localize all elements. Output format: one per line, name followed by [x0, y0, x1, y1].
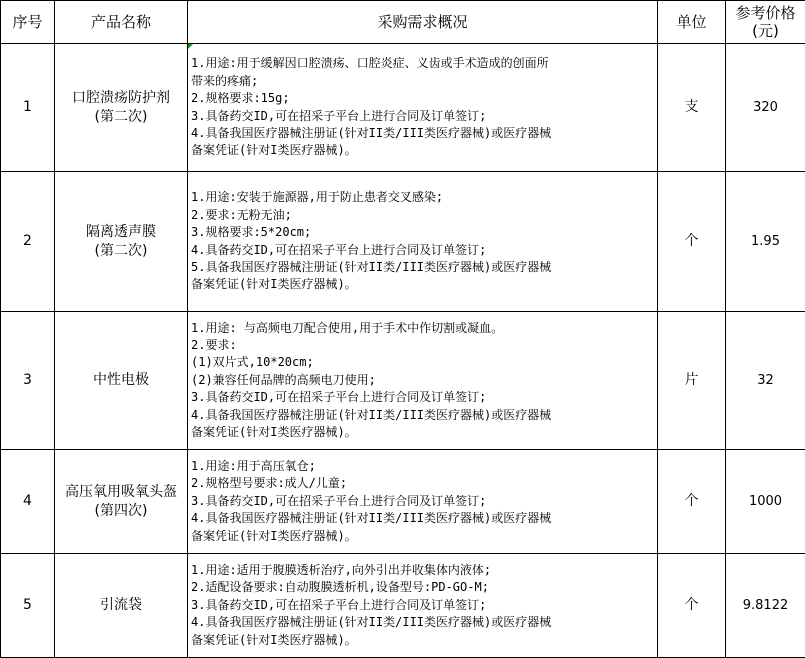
row-requirements [188, 312, 658, 450]
requirement-line: 2.规格要求:15g; [191, 90, 657, 107]
product-name-line2: (第四次) [55, 502, 187, 521]
row-unit: 个 [658, 554, 726, 658]
row-product-name [55, 450, 188, 554]
row-requirements [188, 450, 658, 554]
header-price-line1: 参考价格 [726, 4, 805, 22]
row-price: 1.95 [726, 172, 805, 312]
row-product-name [55, 172, 188, 312]
requirement-line: 4.具备我国医疗器械注册证(针对II类/III类医疗器械)或医疗器械 [191, 125, 657, 142]
requirement-line: 1.用途:用于缓解因口腔溃疡、口腔炎症、义齿或手术造成的创面所 [191, 55, 657, 72]
header-product-name: 产品名称 [55, 1, 188, 44]
row-requirements [188, 172, 658, 312]
requirement-line: 带来的疼痛; [191, 73, 657, 90]
row-index: 5 [1, 554, 55, 658]
requirement-line: 备案凭证(针对I类医疗器械)。 [191, 276, 657, 293]
row-unit: 支 [658, 44, 726, 172]
row-requirements [188, 44, 658, 172]
header-price-line2: (元) [726, 22, 805, 40]
row-unit: 片 [658, 312, 726, 450]
product-name-line1: 口腔溃疡防护剂 [55, 89, 187, 108]
requirement-line: 3.具备药交ID,可在招采子平台上进行合同及订单签订; [191, 389, 657, 406]
requirement-line: 1.用途:安装于施源器,用于防止患者交叉感染; [191, 189, 657, 206]
requirement-line: (1)双片式,10*20cm; [191, 354, 657, 371]
requirement-line: 备案凭证(针对I类医疗器械)。 [191, 632, 657, 649]
requirement-line: 3.规格要求:5*20cm; [191, 224, 657, 241]
product-name-line1: 中性电极 [55, 371, 187, 390]
row-index: 2 [1, 172, 55, 312]
row-unit: 个 [658, 450, 726, 554]
product-name-line1: 隔离透声膜 [55, 223, 187, 242]
requirement-line: 4.具备我国医疗器械注册证(针对II类/III类医疗器械)或医疗器械 [191, 614, 657, 631]
requirement-line: 1.用途: 与高频电刀配合使用,用于手术中作切割或凝血。 [191, 320, 657, 337]
table-row [1, 172, 805, 312]
requirement-line: 2.要求:无粉无油; [191, 207, 657, 224]
product-name-line2: (第二次) [55, 242, 187, 261]
product-name-line2: (第二次) [55, 108, 187, 127]
row-index: 3 [1, 312, 55, 450]
requirement-line: 4.具备我国医疗器械注册证(针对II类/III类医疗器械)或医疗器械 [191, 407, 657, 424]
row-index: 4 [1, 450, 55, 554]
requirement-line: 2.要求: [191, 337, 657, 354]
table-row [1, 312, 805, 450]
requirement-line: 2.适配设备要求:自动腹膜透析机,设备型号:PD-GO-M; [191, 579, 657, 596]
requirement-line: 1.用途:适用于腹膜透析治疗,向外引出并收集体内液体; [191, 562, 657, 579]
product-name-line1: 引流袋 [55, 596, 187, 615]
product-name-line1: 高压氧用吸氧头盔 [55, 483, 187, 502]
requirement-line: 1.用途:用于高压氧仓; [191, 458, 657, 475]
row-product-name [55, 44, 188, 172]
row-index: 1 [1, 44, 55, 172]
requirement-line: 备案凭证(针对I类医疗器械)。 [191, 424, 657, 441]
requirement-line: (2)兼容任何品牌的高频电刀使用; [191, 372, 657, 389]
requirement-line: 3.具备药交ID,可在招采子平台上进行合同及订单签订; [191, 493, 657, 510]
row-price: 320 [726, 44, 805, 172]
header-index: 序号 [1, 1, 55, 44]
row-product-name [55, 312, 188, 450]
header-row [1, 1, 805, 44]
requirement-line: 3.具备药交ID,可在招采子平台上进行合同及订单签订; [191, 108, 657, 125]
table-row [1, 450, 805, 554]
row-price: 1000 [726, 450, 805, 554]
requirement-line: 4.具备药交ID,可在招采子平台上进行合同及订单签订; [191, 242, 657, 259]
row-unit: 个 [658, 172, 726, 312]
row-price: 9.8122 [726, 554, 805, 658]
row-price: 32 [726, 312, 805, 450]
table-row [1, 44, 805, 172]
cell-comment-marker [188, 44, 193, 49]
header-reference-price [726, 1, 805, 44]
row-product-name [55, 554, 188, 658]
requirement-line: 4.具备我国医疗器械注册证(针对II类/III类医疗器械)或医疗器械 [191, 510, 657, 527]
requirement-line: 备案凭证(针对I类医疗器械)。 [191, 528, 657, 545]
requirement-line: 备案凭证(针对I类医疗器械)。 [191, 142, 657, 159]
header-requirements: 采购需求概况 [188, 1, 658, 44]
requirement-line: 5.具备我国医疗器械注册证(针对II类/III类医疗器械)或医疗器械 [191, 259, 657, 276]
row-requirements [188, 554, 658, 658]
requirement-line: 3.具备药交ID,可在招采子平台上进行合同及订单签订; [191, 597, 657, 614]
header-unit: 单位 [658, 1, 726, 44]
table-row [1, 554, 805, 658]
requirement-line: 2.规格型号要求:成人/儿童; [191, 475, 657, 492]
